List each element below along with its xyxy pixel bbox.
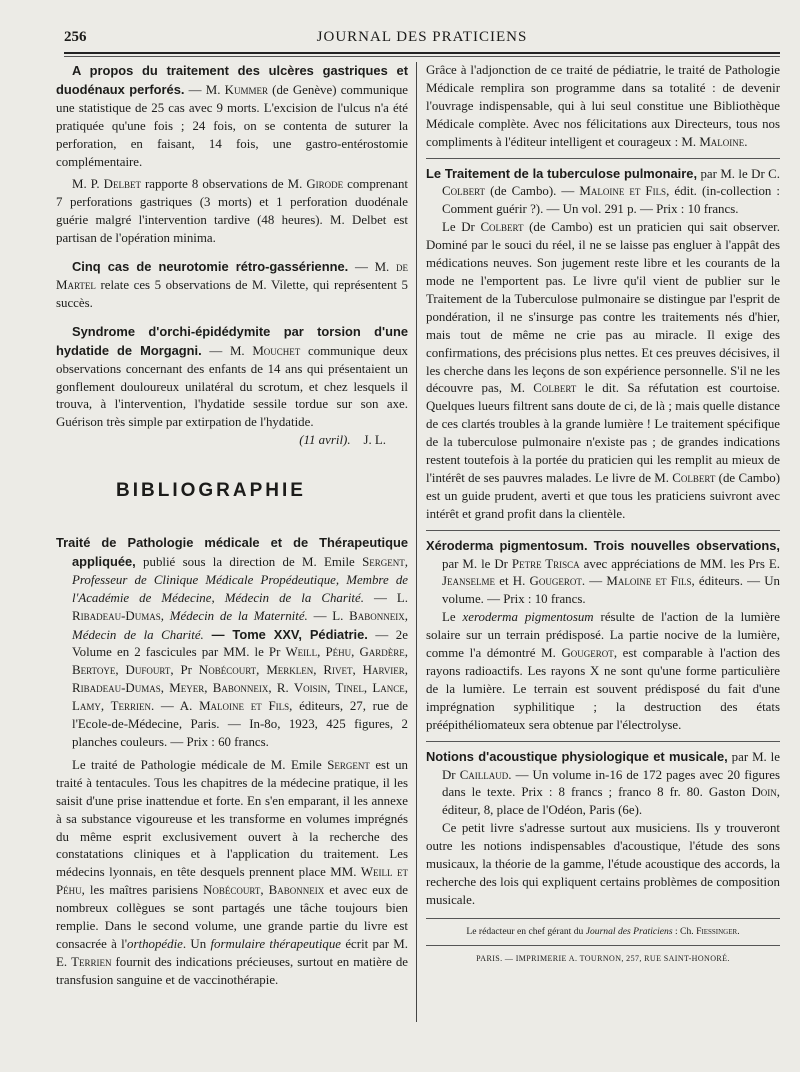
text-run: Caillaud bbox=[459, 767, 509, 782]
text-run: communique deux observations concernant des enfants de 14 ans qui présentaient un gonflement douloureux unilatéral du scrotum, et chez lesquels il trouva, à l'intervention, l'hydatide sessile tordue sur son axe. Guérison très simple par extirpation de l'hydatide. bbox=[56, 343, 408, 430]
text-run: — Tome XXV, Pédiatrie. bbox=[203, 626, 368, 642]
text-run: : Ch. bbox=[672, 925, 697, 937]
text-run: — M. bbox=[201, 343, 253, 358]
text-run: Petre Trisca bbox=[511, 556, 580, 571]
text-run: , éditeurs, 27, rue de l'Ecole-de-Médecine, Paris. — In-8o, 1923, 425 figures, 2 planches couleurs. — Prix : 60 francs. bbox=[72, 699, 408, 749]
text-run: Grâce à l'adjonction de ce traité de pédiatrie, le traité de Pathologie Médicale remplira son programme dans sa totalité : de devenir l'ouvrage indispensable, qui à lui seul constitue une Bibliothèque Médicale complète. Avec nos félicitations aux Directeurs, tous nos compliments à l'éditeur intelligent et courageux : M. bbox=[426, 63, 780, 149]
text-run: de Martel bbox=[56, 260, 408, 292]
text-run: Le rédacteur en chef gérant du bbox=[466, 925, 586, 937]
text-run: Colbert bbox=[533, 381, 577, 396]
text-run: Sergent bbox=[362, 554, 405, 569]
text-run: Weill et Péhu bbox=[56, 865, 409, 898]
text-run: Babonneix bbox=[349, 608, 405, 623]
text-run: (de Cambo). — bbox=[485, 184, 580, 199]
text-run: Le Traitement de la tuberculose pulmonaire, bbox=[426, 165, 698, 181]
text-run: et H. bbox=[495, 574, 530, 589]
footer-printer-line: PARIS. — IMPRIMERIE A. TOURNON, 257, RUE SAINT-HONORÉ. bbox=[476, 953, 730, 963]
text-run: Le bbox=[442, 610, 463, 625]
text-run: Jeanselme bbox=[442, 574, 496, 589]
text-run: Girode bbox=[306, 177, 344, 192]
text-run: et avec eux de nombreux collègues se sont partagés une tâche toujours bien remplie. Dans le second volume, une grande partie du livre est consacrée à l' bbox=[56, 883, 408, 951]
text-run: Nobécourt, Merklen, Rivet, Harvier, Ribadeau-Dumas, Meyer, Babonneix, R. Voisin, Tinel, Lance, Lamy, Terrien bbox=[72, 663, 408, 714]
biblio-entry-traite bbox=[56, 534, 408, 752]
text-run: , Médecin de la Charité. bbox=[72, 608, 408, 642]
text-run: — M. bbox=[348, 260, 396, 275]
text-run: Journal des Praticiens bbox=[585, 925, 673, 937]
text-run: Xéroderma pigmentosum. Trois nouvelles observations, bbox=[426, 537, 780, 553]
section-heading-bibliographie: BIBLIOGRAPHIE bbox=[116, 480, 306, 502]
text-run: . bbox=[737, 925, 740, 937]
text-run: avec appréciations de MM. les Prs E. bbox=[579, 556, 780, 571]
text-run: Syndrome d'orchi-épidédymite par torsion d'une hydatide de Morgagni. bbox=[56, 323, 408, 358]
text-run: Ce petit livre s'adresse surtout aux musiciens. Ils y trouveront outre les notions indispensables d'acoustique, l'étude des sons musicaux, la théorie de la gamme, l'étude acoustique des accords, la recherche des lois qui expliquent certains problèmes de composition musicale. bbox=[426, 821, 780, 907]
text-run: (de Genève) communique une statistique de 25 cas avec 9 morts. L'excision de l'ulcus n'a été pratiquée qu'une fois ; 24 fois, on se contenta de suturer la perforation, en faisant, 14 fois, une gastro-entérostomie complémentaire. bbox=[56, 82, 408, 169]
page-header bbox=[64, 29, 780, 51]
biblio-entry-acoustique bbox=[426, 748, 780, 821]
text-run: Maloine bbox=[699, 134, 745, 149]
text-run: publié sous la direction de M. Emile bbox=[135, 554, 363, 569]
text-run: Fiessinger bbox=[696, 925, 738, 937]
text-run: . — bbox=[581, 574, 607, 589]
entry-separator bbox=[426, 530, 780, 531]
text-run: xeroderma pigmentosum bbox=[462, 610, 594, 625]
text-run: , Pr bbox=[170, 663, 199, 678]
biblio-review-tuberculose bbox=[426, 219, 780, 523]
column-divider bbox=[416, 62, 417, 1022]
text-run: Sergent bbox=[327, 757, 370, 772]
text-run: . — Un volume in-16 de 172 pages avec 20 figures dans le texte. Prix : 8 francs ; franco 8 fr. 80. Gaston bbox=[442, 767, 780, 800]
text-run: , éditeur, 8, place de l'Odéon, Paris (6e). bbox=[442, 785, 780, 818]
text-run: comprenant 7 perforations gastriques (3 morts) et 1 perforation duodénale guérie malgré l'intervention tardive (48 heures). M. Delbet est partisan de l'opération minima. bbox=[56, 177, 408, 246]
text-run: Traité de Pathologie médicale et de Thérapeutique appliquée, bbox=[56, 535, 408, 569]
article-signature bbox=[56, 432, 408, 450]
text-run: Doin bbox=[751, 785, 777, 800]
article-neurotomie bbox=[56, 258, 408, 313]
text-run: , éditeurs. — Un volume. — Prix : 10 francs. bbox=[442, 574, 781, 607]
text-run: Gougerot bbox=[561, 646, 614, 661]
text-run: — 2e Volume en 2 fascicules par MM. le Pr bbox=[72, 627, 408, 660]
text-run: Colbert bbox=[480, 220, 524, 235]
text-run: est un traité à tentacules. Tous les chapitres de la médecine pratique, il les saisit d'une prise inattendue et forte. En s'en emparant, il les annexe à sa substance vigoureuse et les transforme en volumes imprégnés du même esprit exclusivement ouvert à la recherche des constatations cliniques et à l'application du traitement. Les médecins lyonnais, en tête desquels prennent place MM. bbox=[56, 757, 408, 880]
text-run: orthopédie bbox=[127, 936, 183, 951]
footer-separator-2 bbox=[426, 945, 780, 946]
text-run: par M. le Dr bbox=[442, 749, 780, 782]
text-run: Colbert bbox=[672, 470, 716, 485]
text-run: Le traité de Pathologie médicale de M. Emile bbox=[72, 757, 328, 772]
text-run: Maloine et Fils bbox=[606, 574, 692, 589]
article-ulceres bbox=[56, 62, 408, 171]
biblio-entry-tuberculose bbox=[426, 165, 780, 220]
text-run: par M. le Dr bbox=[442, 556, 512, 571]
biblio-review-traite bbox=[56, 757, 408, 990]
header-rule bbox=[64, 52, 780, 54]
text-run: Gougerot bbox=[529, 574, 582, 589]
text-run: (de Cambo) est un praticien qui sait observer. Dominé par le souci du réel, il ne se laisse pas engluer à l'appât des médications neuves. Son jugement reste libre et les courants de la mode ne l'emportent pas. Le livre qu'il vient de publier sur le Traitement de la Tuberculose pulmonaire se distingue par l'esprit de pondération, il ne s'insurge pas contre les traitements nés d'hier, mais tout de même ne crie pas au miracle. Il exige des confirmations, des précisions plus nettes. Et ces preuves décisives, il les cherche dans les leçons de son expérience personnelle. S'il ne les découvre pas, M. bbox=[426, 220, 780, 396]
text-run: relate ces 5 observations de M. Vilette, qui représentent 5 succès. bbox=[56, 277, 408, 310]
footer-editor-line bbox=[426, 923, 780, 941]
entry-separator bbox=[426, 158, 780, 159]
article-delbet bbox=[56, 176, 408, 248]
biblio-entry-xeroderma bbox=[426, 537, 780, 610]
journal-title: JOURNAL DES PRATICIENS bbox=[316, 29, 528, 45]
biblio-review-traite-continued: Grâce à l'adjonction de ce traité de pédiatrie, le traité de Pathologie Médicale remplira son programme dans sa totalité : de devenir l'ouvrage indispensable, qui à lui seul constitue une Bibliothèque Médicale complète. Avec nos félicitations aux Directeurs, tous nos compliments à l'éditeur intelligent et courageux : M. Maloine. bbox=[426, 63, 780, 149]
page-number: 256 bbox=[64, 29, 87, 45]
text-run: Kummer bbox=[224, 82, 268, 97]
text-run: , les maîtres parisiens bbox=[81, 883, 204, 898]
text-run: . Un bbox=[182, 936, 211, 951]
entry-separator bbox=[426, 741, 780, 742]
text-run: — M. bbox=[184, 82, 225, 97]
text-run: résulte de l'action de la lumière solaire sur un terrain prédisposé. La partie nocive de la lumière, comme l'a démontré M. bbox=[426, 610, 781, 661]
text-run: formulaire thérapeutique bbox=[210, 936, 342, 951]
text-run: Ribadeau-Dumas bbox=[72, 608, 161, 623]
text-run: Notions d'acoustique physiologique et musicale, bbox=[426, 748, 728, 764]
text-run: Delbet bbox=[103, 177, 141, 192]
text-run: — L. bbox=[307, 608, 350, 623]
text-run: rapporte 8 observations de M. bbox=[140, 177, 307, 192]
text-run: écrit par M. E. bbox=[56, 936, 408, 969]
text-run: Maloine et Fils bbox=[579, 184, 667, 199]
text-run: , Médecin de la Maternité. bbox=[160, 608, 308, 623]
left-column bbox=[56, 62, 408, 990]
text-run: Terrien bbox=[71, 954, 112, 969]
text-run: Mouchet bbox=[252, 343, 301, 358]
text-run: M. P. bbox=[72, 177, 104, 192]
text-run: (de Cambo) est un guide prudent, averti et que tous les praticiens suivront avec intérêt et grand profit dans la clientèle. bbox=[426, 470, 780, 521]
text-run: par M. le Dr C. bbox=[697, 166, 780, 181]
text-run: Cinq cas de neurotomie rétro-gassérienne. bbox=[72, 259, 349, 275]
biblio-review-xeroderma bbox=[426, 609, 780, 734]
header-rule-thin bbox=[64, 56, 780, 57]
text-run: , édit. (in-collection : Comment guérir ?). — Un vol. 291 p. — Prix : 10 francs. bbox=[442, 184, 781, 217]
text-run: . — A. bbox=[150, 699, 200, 714]
footer-separator bbox=[426, 918, 780, 919]
text-run: A propos du traitement des ulcères gastriques et duodénaux perforés. bbox=[56, 63, 408, 97]
text-run: Weill, Péhu, Gardère, Bertoye, Dufourt bbox=[72, 645, 409, 678]
text-run: — L. bbox=[363, 590, 408, 605]
text-run: Le Dr bbox=[442, 220, 481, 235]
text-run: Colbert bbox=[442, 184, 486, 199]
text-run: J. L. bbox=[363, 433, 386, 448]
text-run: Maloine et Fils bbox=[199, 699, 290, 714]
article-orchi bbox=[56, 323, 408, 432]
right-column bbox=[426, 62, 780, 968]
text-run: , est comparable à l'action des rayons radioactifs. Les rayons X ne sont qu'une forme particulière de la lumière. Le terrain est souvent prédisposé du fait d'une imprégnation syphilitique ; la destruction des états préépithéliomateux sera obtenue par l'électrolyse. bbox=[426, 646, 780, 732]
text-run: (11 avril). bbox=[299, 433, 351, 448]
text-run: fournit des indications précieuses, surtout en matière de transfusion sanguine et de vaccinothérapie. bbox=[56, 954, 409, 987]
text-run: le dit. Sa réfutation est courtoise. Quelques lueurs filtrent sans doute de ci, de là ; mais quelle distance de ces clartés troubles à la grande lumière ! Le traitement spécifique de la tuberculose pulmonaire n'existe pas ; de grandes indications restent toutefois à la portée du praticien qui les remplit au mieux de l'intérêt de ses pauvres malades. Le livre de M. bbox=[426, 381, 781, 485]
text-run: , Professeur de Clinique Médicale Propédeutique, Membre de l'Académie de Médecine, Médecin de la Charité. bbox=[72, 554, 408, 605]
text-run: Nobécourt, Babonneix bbox=[203, 883, 325, 898]
biblio-review-acoustique bbox=[426, 820, 780, 910]
